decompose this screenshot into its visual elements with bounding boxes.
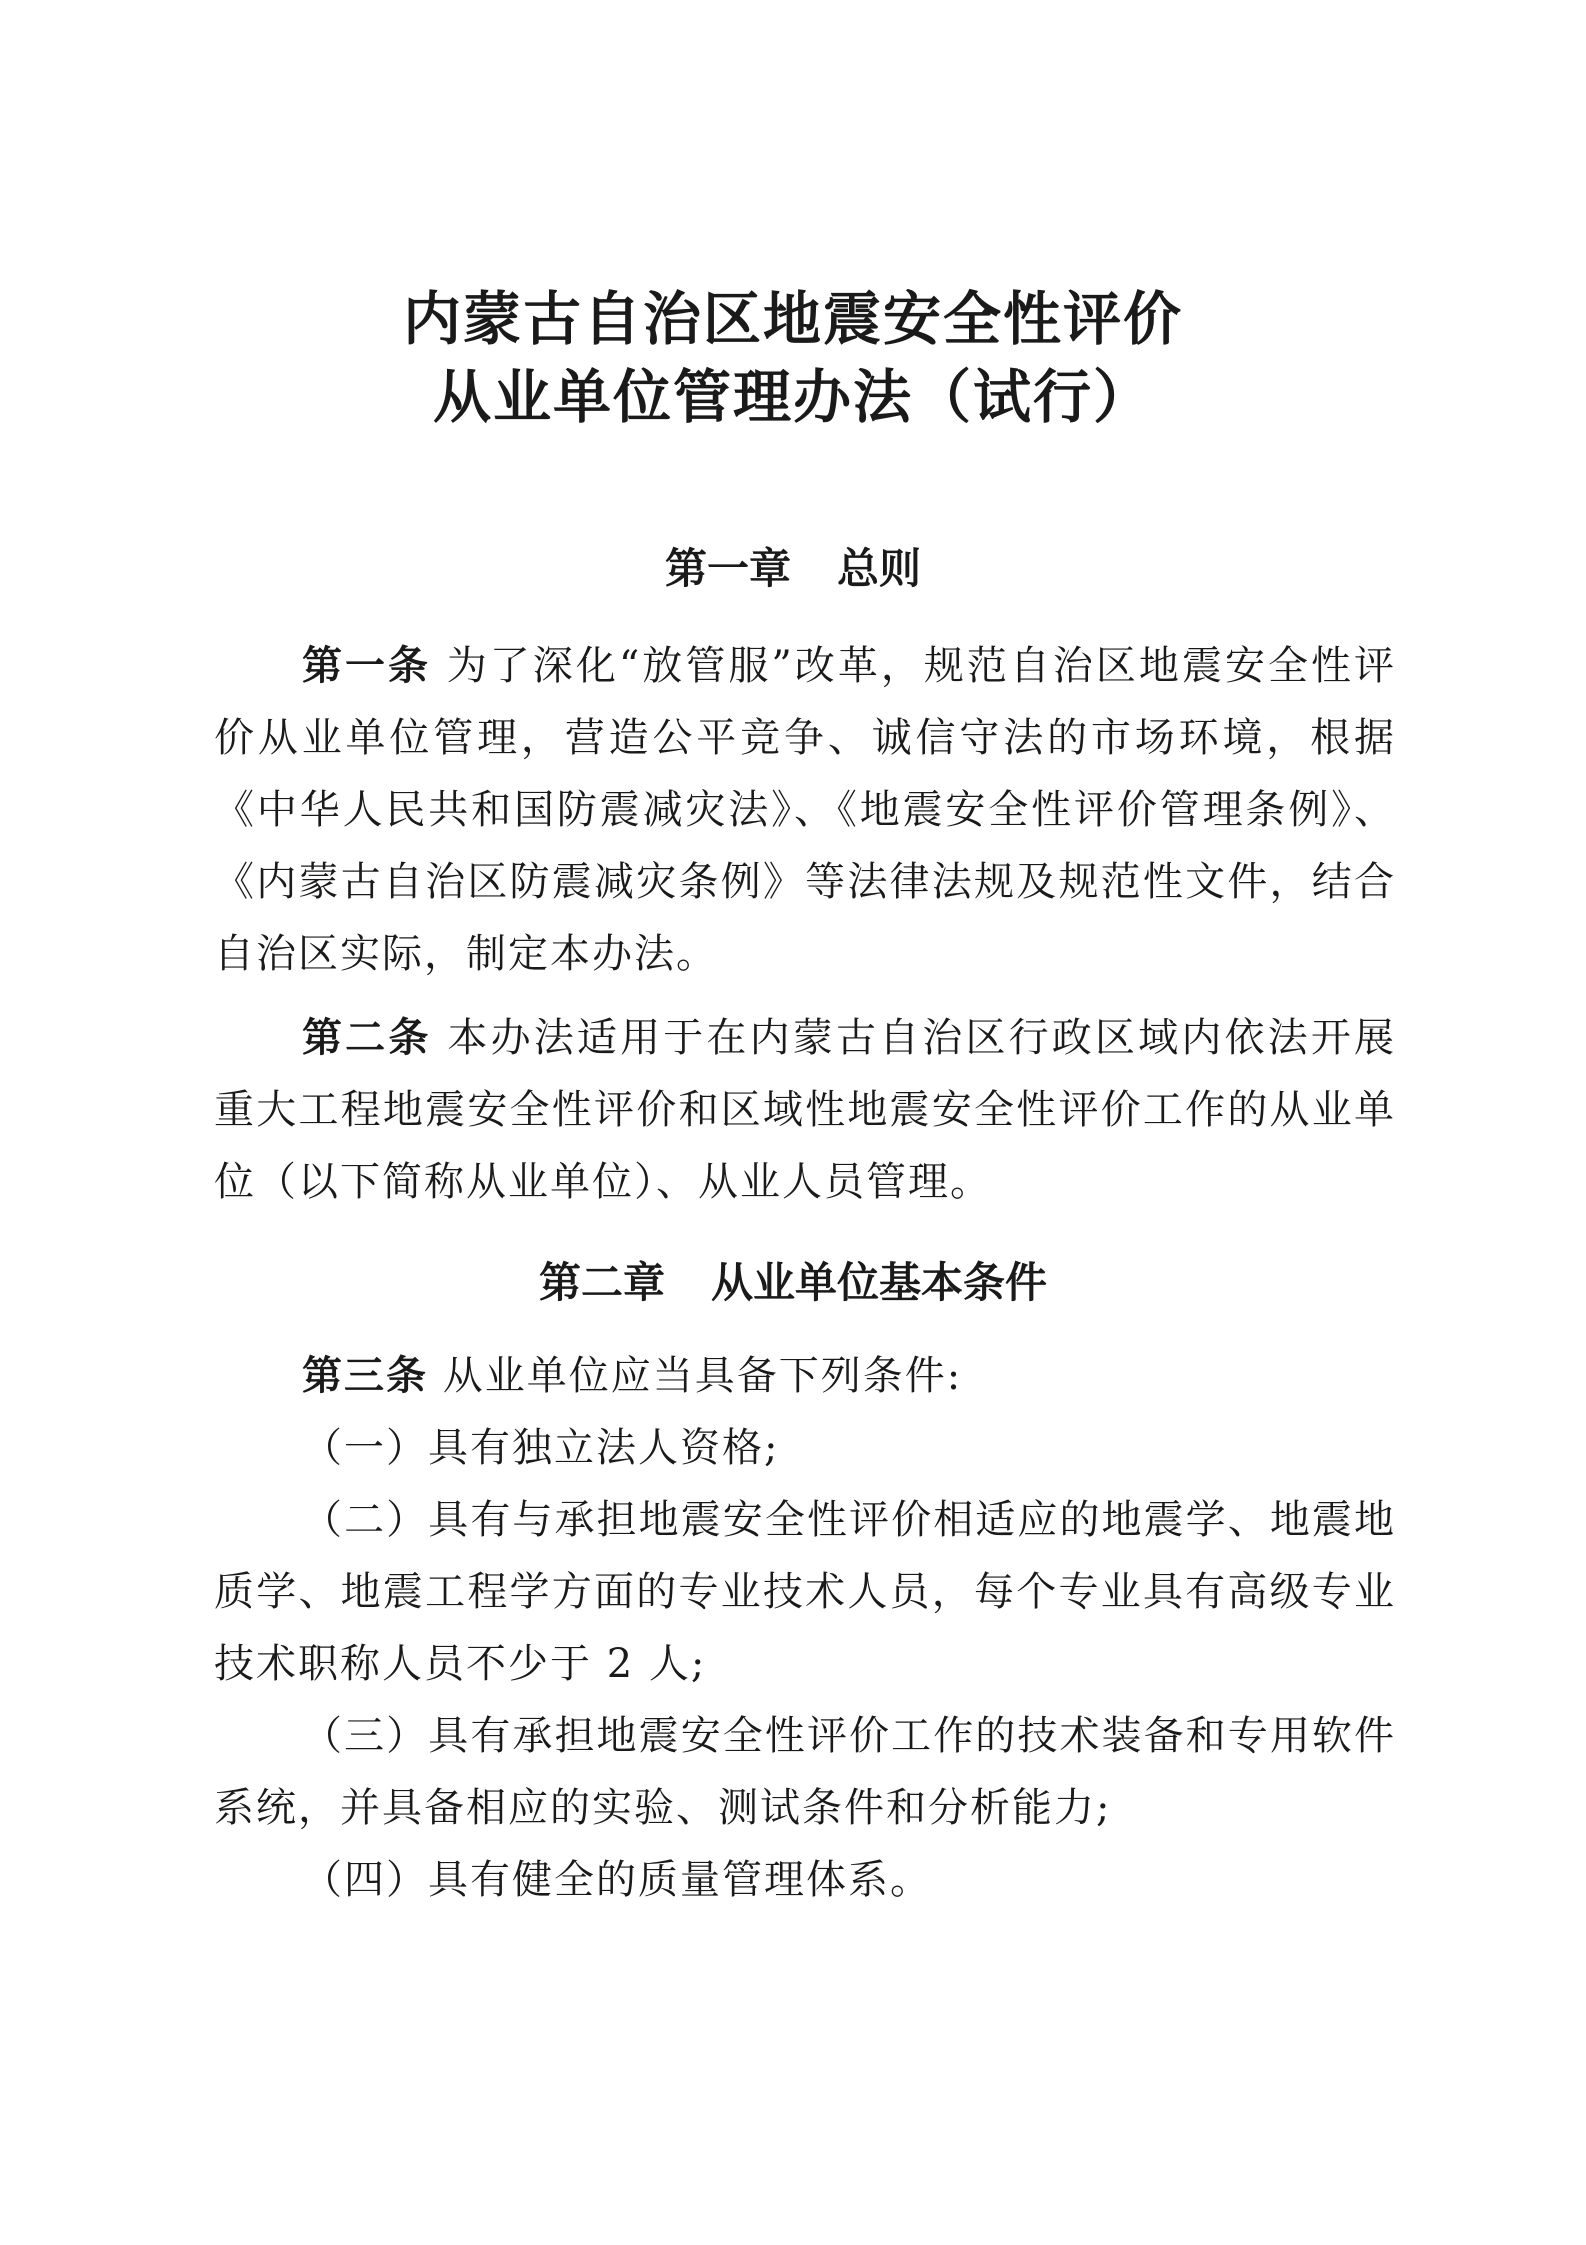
article-text: 为了深化“放管服”改革，规范自治区地震安全性评价从业单位管理，营造公平竞争、诚信守法的市场环境，根据《中华人民共和国防震减灾法》、《地震安全性评价管理条例》、《内蒙古自治区防震减灾条例》等法律法规及规范性文件，结合自治区实际，制定本办法。 xyxy=(214,643,1396,977)
article-text: 从业单位应当具备下列条件: xyxy=(442,1353,963,1399)
article-3-item-4: （四）具有健全的质量管理体系。 xyxy=(302,1857,932,1903)
article-3-item-2: （二）具有与承担地震安全性评价相适应的地震学、地震地质学、地震工程学方面的专业技术人员，每个专业具有高级专业技术职称人员不少于 2 人; xyxy=(214,1497,1396,1687)
document-title-line-1: 内蒙古自治区地震安全性评价 xyxy=(402,285,1183,353)
chapter-1-heading xyxy=(0,544,1586,593)
article-text: 本办法适用于在内蒙古自治区行政区域内依法开展重大工程地震安全性评价和区域性地震安全性评价工作的从业单位（以下简称从业单位）、从业人员管理。 xyxy=(214,1015,1397,1205)
article-label: 第一条 xyxy=(302,643,432,689)
document-title-line-2: 从业单位管理办法（试行） xyxy=(432,363,1153,431)
article-3-item-3: （三）具有承担地震安全性评价工作的技术装备和专用软件系统，并具备相应的实验、测试条件和分析能力; xyxy=(214,1713,1396,1831)
article-label: 第二条 xyxy=(302,1015,432,1061)
chapter-number: 第二章 xyxy=(538,1258,665,1307)
article-3 xyxy=(214,1340,1396,1412)
chapter-number: 第一章 xyxy=(664,544,791,593)
chapter-name: 总则 xyxy=(837,544,922,593)
article-3-item-1: （一）具有独立法人资格; xyxy=(302,1425,780,1471)
article-label: 第三条 xyxy=(302,1353,428,1399)
chapter-2-heading xyxy=(0,1258,1586,1307)
article-1 xyxy=(214,630,1396,990)
chapter-name: 从业单位基本条件 xyxy=(711,1258,1048,1307)
article-2 xyxy=(214,1002,1396,1218)
